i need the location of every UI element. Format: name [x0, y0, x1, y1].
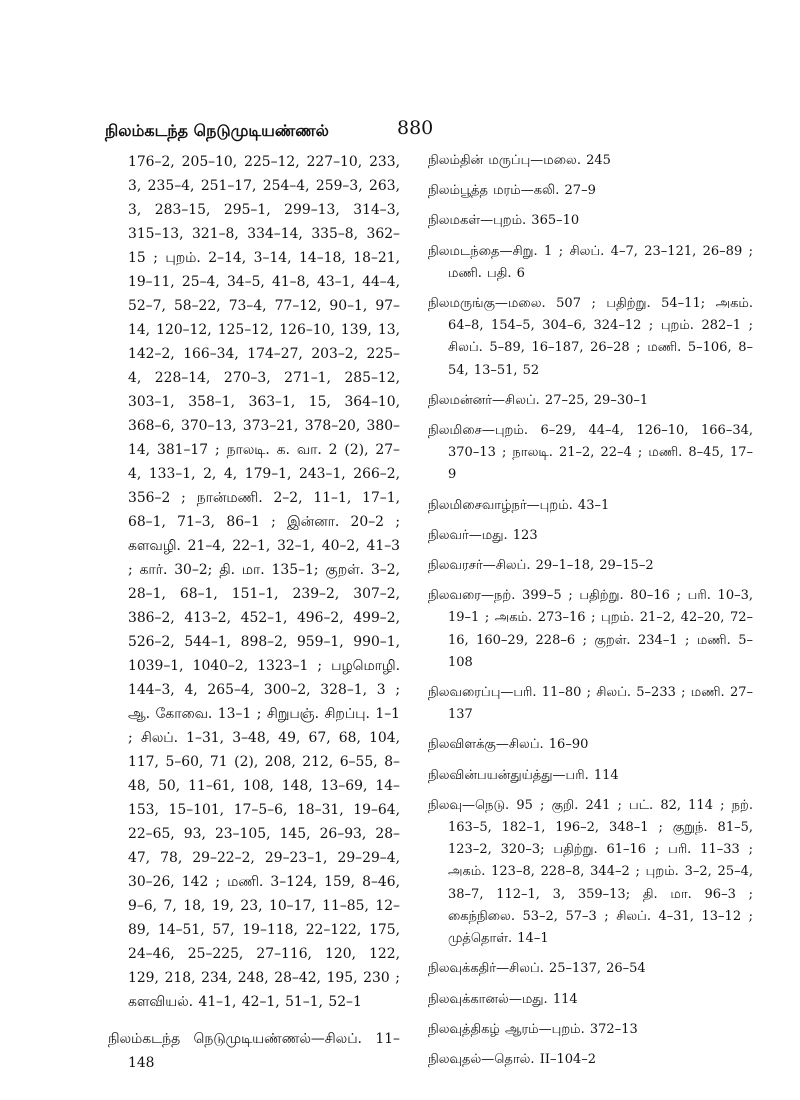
entry: நிலவுக்கதிர்—சிலப். 25–137, 26–54 [428, 961, 646, 977]
entry: நிலவு—நெடு. 95 ; குறி. 241 ; பட். 82, 114 ; நற். 163–5, 182–1, 196–2, 348–1 ; குறுந். 81–5, 123–2, 320–3; பதிற்று. 61–16 ; பரி. 11–33 ; அகம். 123–8, 228–8, 344–2 ; புறம். 3–2, 25–4, 38–7, 112–1, 3, 359–13; தி. மா. 96–3 ; கைந்நிலை. 53–2, 57–3 ; சிலப். 4–31, 13–12 ; முத்தொள். 14–1 [428, 797, 753, 947]
entry: நிலமிசை—புறம். 6–29, 44–4, 126–10, 166–34, 370–13 ; நாலடி. 21–2, 22–4 ; மணி. 8–45, 17–9 [428, 423, 753, 483]
entry: நிலவரசர்—சிலப். 29–1–18, 29–15–2 [428, 558, 654, 574]
right-column [428, 150, 753, 1079]
entry: நிலமருங்கு—மலை. 507 ; பதிற்று. 54–11; அகம். 64–8, 154–5, 304–6, 324–12 ; புறம். 282–1 ; சிலப். 5–89, 16–187, 26–28 ; மணி. 5–106, 8–54, 13–51, 52 [428, 296, 753, 378]
page-header [105, 117, 705, 143]
entry: நிலவரை—நற். 399–5 ; பதிற்று. 80–16 ; பரி. 10–3, 19–1 ; அகம். 273–16 ; புறம். 21–2, 42–20, 72–16, 160–29, 228–6 ; குறள். 234–1 ; மணி. 5–108 [428, 588, 753, 670]
entry: நிலவர்—மது. 123 [428, 527, 538, 543]
entry: நிலம்கடந்த நெடுமுடியண்ணல்—சிலப். 11–148 [108, 1031, 400, 1071]
page-number: 880 [397, 117, 434, 139]
entry: நிலமடந்தை—சிறு. 1 ; சிலப். 4–7, 23–121, 26–89 ; மணி. பதி. 6 [428, 243, 753, 281]
entry: நிலம்தின் மருப்பு—மலை. 245 [428, 153, 611, 168]
entry-continuation: 176–2, 205–10, 225–12, 227–10, 233, 3, 235–4, 251–17, 254–4, 259–3, 263, 3, 283–15, 295–1, 299–13, 314–3, 315–13, 321–8, 334–14, 335–8, 362–15 ; புறம். 2–14, 3–14, 14–18, 18–21, 19–11, 25–4, 34–5, 41–8, 43–1, 44–4, 52–7, 58–22, 73–4, 77–12, 90–1, 97–14, 120–12, 125–12, 126–10, 139, 13, 142–2, 166–34, 174–27, 203–2, 225–4, 228–14, 270–3, 271–1, 285–12, 303–1, 358–1, 363–1, 15, 364–10, 368–6, 370–13, 373–21, 378–20, 380–14, 381–17 ; நாலடி. க. வா. 2 (2), 27–4, 133–1, 2, 4, 179–1, 243–1, 266–2, 356–2 ; நான்மணி. 2–2, 11–1, 17–1, 68–1, 71–3, 86–1 ; இன்னா. 20–2 ; களவழி. 21–4, 22–1, 32–1, 40–2, 41–3 ; கார். 30–2; தி. மா. 135–1; குறள். 3–2, 28–1, 68–1, 151–1, 239–2, 307–2, 386–2, 413–2, 452–1, 496–2, 499–2, 526–2, 544–1, 898–2, 959–1, 990–1, 1039–1, 1040–2, 1323–1 ; பழமொழி. 144–3, 4, 265–4, 300–2, 328–1, 3 ; ஆ. கோவை. 13–1 ; சிறுபஞ். சிறப்பு. 1–1 ; சிலப். 1–31, 3–48, 49, 67, 68, 104, 117, 5–60, 71 (2), 208, 212, 6–55, 8–48, 50, 11–61, 108, 148, 13–69, 14–153, 15–101, 17–5–6, 18–31, 19–64, 22–65, 93, 23–105, 145, 26–93, 28–47, 78, 29–22–2, 29–23–1, 29–29–4, 30–26, 142 ; மணி. 3–124, 159, 8–46, 9–6, 7, 18, 19, 23, 10–17, 11–85, 12–89, 14–51, 57, 19–118, 22–122, 175, 24–46, 25–225, 27–116, 120, 122, 129, 218, 234, 248, 28–42, 195, 230 ; களவியல். 41–1, 42–1, 51–1, 52–1 [128, 154, 400, 1010]
entry: நிலவுக்கானல்—மது. 114 [428, 991, 578, 1007]
left-column [108, 150, 400, 1075]
entry: நிலவுதல்—தொல். II–104–2 [428, 1051, 597, 1067]
running-headword: நிலம்கடந்த நெடுமுடியண்ணல் [105, 121, 329, 140]
entry: நிலவின்பயன்துய்த்து—பரி. 114 [428, 767, 619, 783]
entry: நிலமன்னர்—சிலப். 27–25, 29–30–1 [428, 392, 649, 408]
entry: நிலவுத்திகழ் ஆரம்—புறம். 372–13 [428, 1021, 638, 1037]
entry: நிலமகள்—புறம். 365–10 [428, 213, 580, 229]
entry: நிலமிசைவாழ்நர்—புறம். 43–1 [428, 497, 610, 513]
entry: நிலவரைப்பு—பரி. 11–80 ; சிலப். 5–233 ; மணி. 27–137 [428, 685, 753, 723]
entry: நிலம்பூத்த மரம்—கலி. 27–9 [428, 183, 596, 199]
entry: நிலவிளக்கு—சிலப். 16–90 [428, 737, 589, 753]
